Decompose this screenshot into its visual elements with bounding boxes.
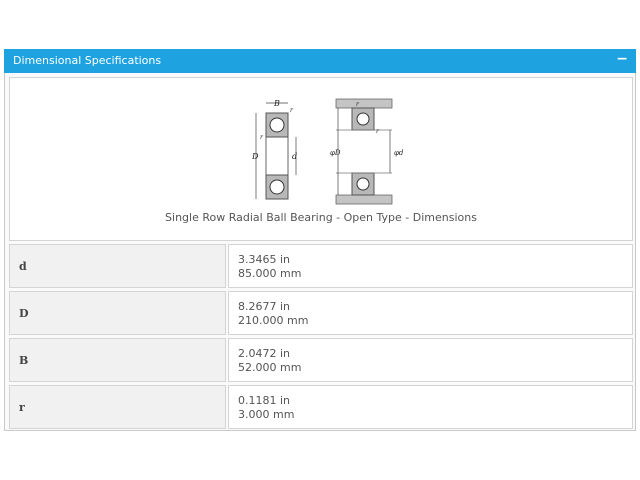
- spec-value-cell: [228, 385, 633, 429]
- spec-value-cell: [228, 244, 633, 288]
- spec-label: B: [19, 354, 29, 367]
- spec-label-cell: [9, 385, 226, 429]
- spec-value-inch: 0.1181 in: [238, 394, 291, 407]
- label-r1: r: [356, 101, 359, 108]
- spec-value-inch: 2.0472 in: [238, 347, 291, 360]
- spec-value-inch: 8.2677 in: [238, 300, 291, 313]
- panel-header[interactable]: [4, 49, 636, 73]
- spec-label: r: [19, 401, 25, 414]
- bearing-mounted-view: [330, 99, 404, 204]
- spec-value-cell: [228, 291, 633, 335]
- spec-row-d: [9, 244, 633, 288]
- spec-row-r: [9, 385, 633, 429]
- label-r-left: r: [260, 134, 263, 141]
- spec-row-D: [9, 291, 633, 335]
- label-D: D: [252, 152, 259, 161]
- spec-value-inch: 3.3465 in: [238, 253, 291, 266]
- spec-label: d: [19, 260, 27, 273]
- spec-value-mm: 85.000 mm: [238, 267, 302, 280]
- label-da: φd: [394, 149, 404, 157]
- panel-title: Dimensional Specifications: [13, 54, 162, 67]
- bearing-section-view: [251, 99, 297, 199]
- spec-label: D: [19, 307, 29, 320]
- spec-value-mm: 3.000 mm: [238, 408, 295, 421]
- label-ra: r: [376, 128, 379, 135]
- bearing-diagram-box: [9, 77, 633, 241]
- label-B: B: [274, 99, 280, 108]
- diagram-caption: Single Row Radial Ball Bearing - Open Type - Dimensions: [165, 211, 477, 224]
- label-Da: φD: [330, 149, 341, 157]
- spec-row-B: [9, 338, 633, 382]
- label-d: d: [292, 152, 298, 161]
- spec-value-cell: [228, 338, 633, 382]
- bearing-diagram: [246, 97, 418, 207]
- spec-label-cell: [9, 244, 226, 288]
- spec-value-mm: 210.000 mm: [238, 314, 309, 327]
- label-r: r: [290, 107, 293, 114]
- collapse-button[interactable]: −: [616, 51, 628, 67]
- spec-label-cell: [9, 338, 226, 382]
- spec-label-cell: [9, 291, 226, 335]
- spec-value-mm: 52.000 mm: [238, 361, 302, 374]
